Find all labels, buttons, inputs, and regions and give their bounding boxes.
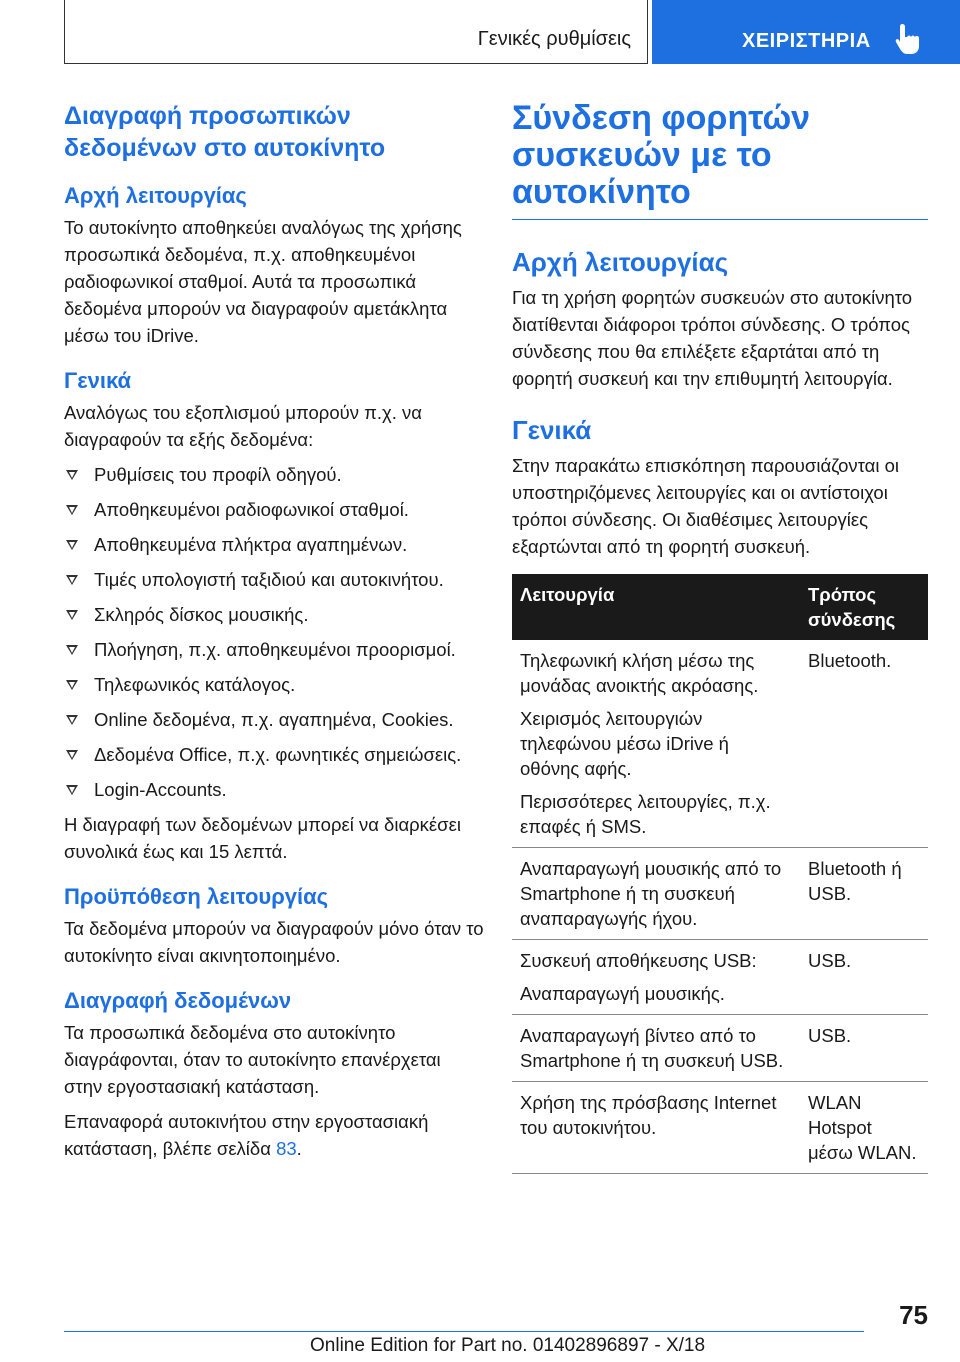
table-cell-connection: Bluetooth ή USB. — [800, 848, 928, 940]
left-sec4-text2: Επαναφορά αυτοκινήτου στην εργοστασιακή κατάσταση, βλέπε σελίδα 83. — [64, 1111, 429, 1159]
right-sec2-title: Γενικά — [512, 415, 592, 445]
triangle-bullet-icon — [66, 540, 78, 550]
list-item: Σκληρός δίσκος μουσικής. — [64, 601, 484, 628]
table-row — [512, 848, 928, 940]
table-cell-function: Αναπαραγωγή μουσικής από το Smartphone ή τη συσκευή αναπαραγωγής ήχου. — [512, 848, 800, 940]
left-sec2-after: Η διαγραφή των δεδομένων μπορεί να διαρκέσει συνολικά έως και 15 λεπτά. — [64, 814, 461, 862]
list-item: Δεδομένα Office, π.χ. φωνητικές σημειώσεις. — [64, 741, 484, 768]
list-item: Αποθηκευμένοι ραδιοφωνικοί σταθμοί. — [64, 496, 484, 523]
table-row — [512, 640, 928, 848]
left-sec2-title: Γενικά — [64, 368, 132, 393]
table-cell-connection: USB. — [800, 940, 928, 1015]
left-sec2-text: Αναλόγως του εξοπλισμού μπορούν π.χ. να διαγραφούν τα εξής δεδομένα: — [64, 402, 422, 450]
table-row — [512, 1082, 928, 1174]
page-number: 75 — [899, 1300, 928, 1330]
right-sec2-text: Στην παρακάτω επισκόπηση παρουσιάζονται οι υποστηριζόμενες λειτουργίες και οι αντίστοιχοι τρόποι σύνδεσης. Οι διαθέσιμες λειτουργίες εξαρτώνται από τη φορητή συσκευή. — [512, 455, 899, 557]
table-cell-connection: WLAN Hotspot μέσω WLAN. — [800, 1082, 928, 1174]
header-manual-tab — [652, 0, 960, 64]
right-title: Σύνδεση φορητών συσκευών με το αυτοκίνητο — [512, 99, 811, 211]
left-sec1-text: Το αυτοκίνητο αποθηκεύει αναλόγως της χρήσης προσωπικά δεδομένα, π.χ. αποθηκευμένοι ραδιοφωνικοί σταθμοί. Αυτά τα προσωπικά δεδομένα μπορούν να διαγραφούν αμετάκλητα μέσω του iDrive. — [64, 217, 462, 346]
list-item: Login-Accounts. — [64, 776, 484, 803]
right-column — [512, 100, 928, 1174]
triangle-bullet-icon — [66, 750, 78, 760]
table-row — [512, 940, 928, 1015]
table-cell-function: Χρήση της πρόσβασης Internet του αυτοκινήτου. — [512, 1082, 800, 1174]
list-item: Online δεδομένα, π.χ. αγαπημένα, Cookies. — [64, 706, 484, 733]
page-reference-link[interactable]: 83 — [276, 1138, 297, 1159]
table-cell-connection: USB. — [800, 1015, 928, 1082]
left-sec3-title: Προϋπόθεση λειτουργίας — [64, 884, 329, 909]
left-sec4-text: Τα προσωπικά δεδομένα στο αυτοκίνητο διαγράφονται, όταν το αυτοκίνητο επανέρχεται στην εργοστασιακή κατάσταση. — [64, 1022, 441, 1097]
triangle-bullet-icon — [66, 470, 78, 480]
triangle-bullet-icon — [66, 785, 78, 795]
table-cell-function: Συσκευή αποθήκευσης USB: Αναπαραγωγή μουσικής. — [512, 940, 800, 1015]
left-column — [64, 100, 484, 1170]
list-item: Τηλεφωνικός κατάλογος. — [64, 671, 484, 698]
list-item: Πλοήγηση, π.χ. αποθηκευμένοι προορισμοί. — [64, 636, 484, 663]
table-header-function: Λειτουργία — [512, 574, 800, 640]
list-item: Τιμές υπολογιστή ταξιδιού και αυτοκινήτου. — [64, 566, 484, 593]
deletable-data-list — [64, 461, 484, 803]
table-row — [512, 1015, 928, 1082]
triangle-bullet-icon — [66, 610, 78, 620]
left-sec1-title: Αρχή λειτουργίας — [64, 183, 247, 208]
list-item: Αποθηκευμένα πλήκτρα αγαπημένων. — [64, 531, 484, 558]
left-sec3-text: Τα δεδομένα μπορούν να διαγραφούν μόνο όταν το αυτοκίνητο είναι ακινητοποιημένο. — [64, 918, 484, 966]
footer-divider — [64, 1331, 864, 1332]
triangle-bullet-icon — [66, 715, 78, 725]
connection-table — [512, 574, 928, 1174]
left-sec4-title: Διαγραφή δεδομένων — [64, 988, 292, 1013]
footer-edition: Online Edition for Part no. 01402896897 - X/18 — [310, 1335, 706, 1356]
right-sec1-text: Για τη χρήση φορητών συσκευών στο αυτοκίνητο διατίθενται διάφοροι τρόποι σύνδεσης. Ο τρόπος σύνδεσης που θα επιλέξετε εξαρτάται από τη φορητή συσκευή και την επιθυμητή λειτουργία. — [512, 287, 913, 389]
header-section-box — [64, 0, 648, 64]
triangle-bullet-icon — [66, 505, 78, 515]
table-cell-function: Αναπαραγωγή βίντεο από το Smartphone ή τη συσκευή USB. — [512, 1015, 800, 1082]
header-section-title: Γενικές ρυθμίσεις — [477, 28, 631, 50]
list-item: Ρυθμίσεις του προφίλ οδηγού. — [64, 461, 484, 488]
triangle-bullet-icon — [66, 645, 78, 655]
header-manual-title: ΧΕΙΡΙΣΤΗΡΙΑ — [742, 30, 871, 52]
right-sec1-title: Αρχή λειτουργίας — [512, 247, 729, 277]
pointing-hand-icon — [892, 22, 924, 56]
table-cell-function: Τηλεφωνική κλήση μέσω της μονάδας ανοικτής ακρόασης. Χειρισμός λειτουργιών τηλεφώνου μέσω iDrive ή οθόνης αφής. Περισσότερες λειτουργίες, π.χ. επαφές ή SMS. — [512, 640, 800, 848]
triangle-bullet-icon — [66, 680, 78, 690]
left-title: Διαγραφή προσωπικών δεδομένων στο αυτοκίνητο — [64, 102, 386, 162]
table-cell-connection: Bluetooth. — [800, 640, 928, 848]
table-header-connection: Τρόπος σύνδεσης — [800, 574, 928, 640]
triangle-bullet-icon — [66, 575, 78, 585]
